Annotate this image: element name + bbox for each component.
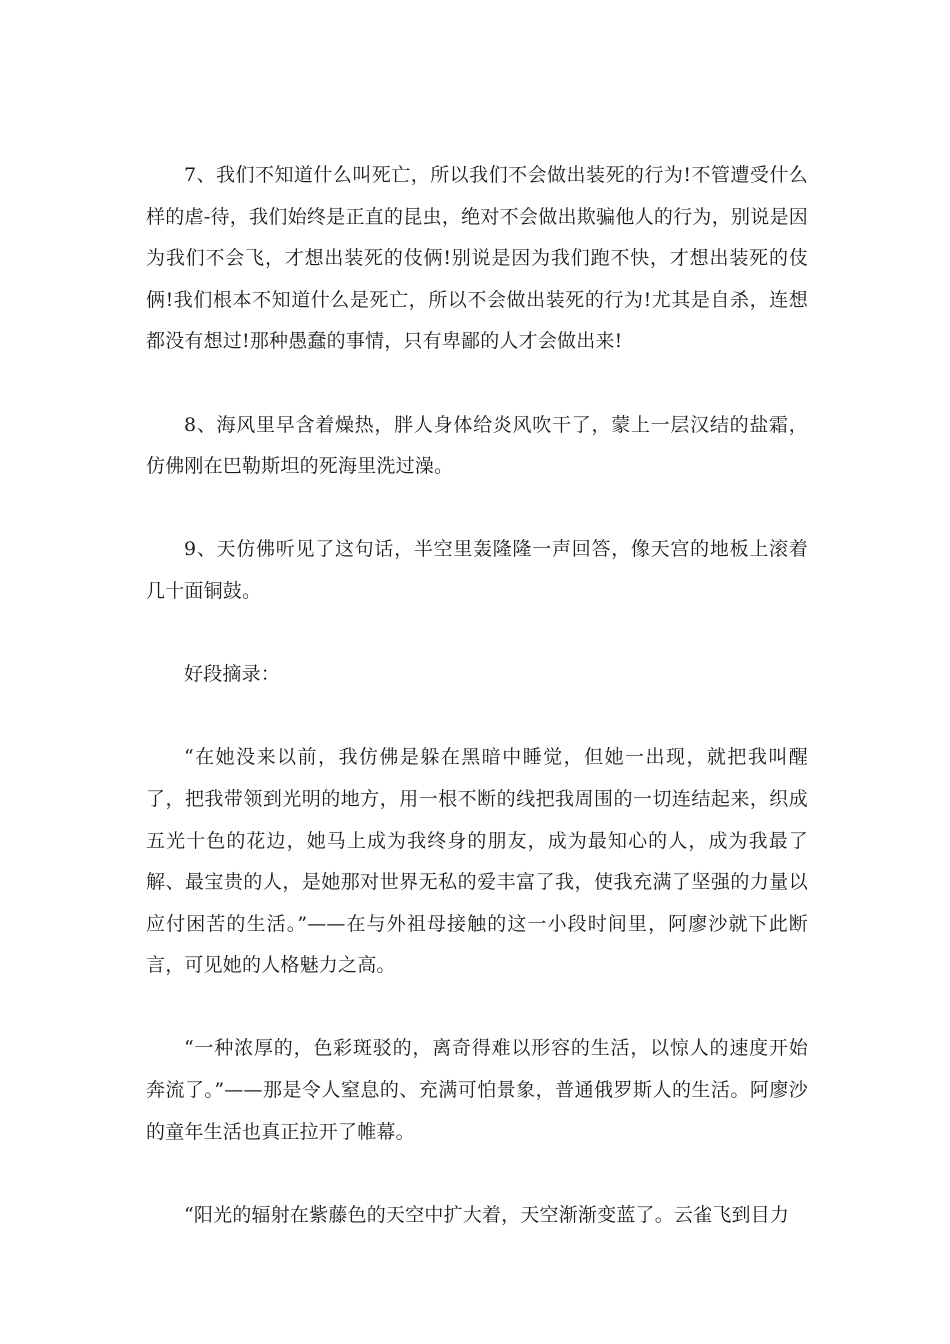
paragraph-7: 7、我们不知道什么叫死亡，所以我们不会做出装死的行为!不管遭受什么样的虐-待，我们始终是正直的昆虫，绝对不会做出欺骗他人的行为，别说是因为我们不会飞，才想出装死的伎俩!别说是因为我们跑不快，才想出装死的伎俩!我们根本不知道什么是死亡，所以不会做出装死的行为!尤其是自杀，连想都没有想过!那种愚蠢的事情，只有卑鄙的人才会做出来! <box>146 164 809 353</box>
excerpt-sunlight: “阳光的辐射在紫藤色的天空中扩大着，天空渐渐变蓝了。云雀飞到目力 <box>184 1203 790 1226</box>
paragraph-8: 8、海风里早含着燥热，胖人身体给炎风吹干了，蒙上一层汉结的盐霜，仿佛刚在巴勒斯坦的死海里洗过澡。 <box>146 413 808 478</box>
paragraph-9: 9、天仿佛听见了这句话，半空里轰隆隆一声回答，像天宫的地板上滚着几十面铜鼓。 <box>146 538 808 602</box>
excerpt-life: “一种浓厚的，色彩斑驳的，离奇得难以形容的生活，以惊人的速度开始奔流了。”——那是令人窒息的、充满可怕景象，普通俄罗斯人的生活。阿廖沙的童年生活也真正拉开了帷幕。 <box>146 1037 808 1143</box>
section-heading-excerpts: 好段摘录： <box>184 663 281 686</box>
excerpt-grandmother: “在她没来以前，我仿佛是躲在黑暗中睡觉，但她一出现，就把我叫醒了，把我带领到光明的地方，用一根不断的线把我周围的一切连结起来，织成五光十色的花边，她马上成为我终身的朋友，成为最知心的人，成为我最了解、最宝贵的人，是她那对世界无私的爱丰富了我，使我充满了坚强的力量以应付困苦的生活。”——在与外祖母接触的这一小段时间里，阿廖沙就下此断言，可见她的人格魅力之高。 <box>146 746 808 977</box>
document-body <box>146 155 808 1236</box>
